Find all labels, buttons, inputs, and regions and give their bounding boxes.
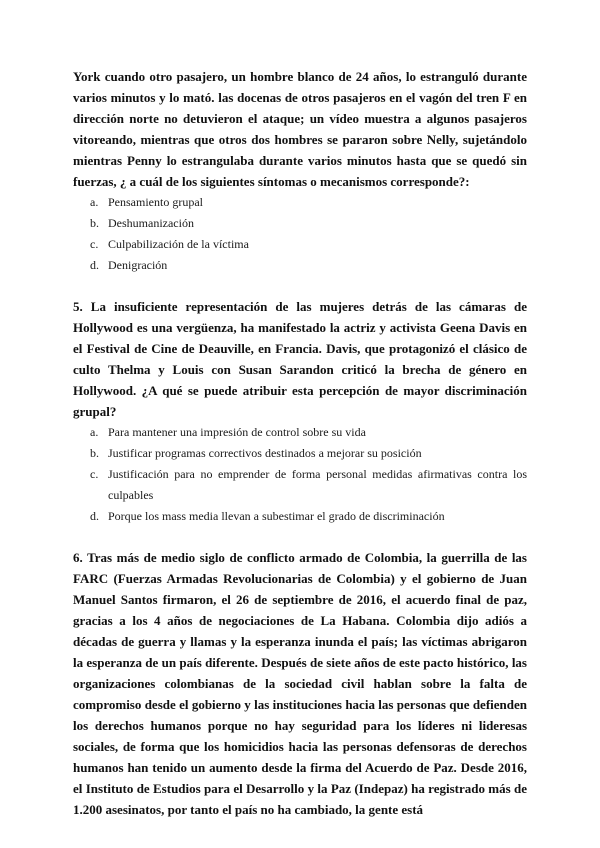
- option-letter: b.: [90, 446, 99, 460]
- option-letter: a.: [90, 425, 99, 439]
- option-item: [73, 464, 527, 506]
- option-text: Justificar programas correctivos destinados a mejorar su posición: [108, 446, 422, 460]
- option-letter: c.: [90, 237, 99, 251]
- option-item: [73, 234, 527, 255]
- option-text: Para mantener una impresión de control sobre su vida: [108, 425, 366, 439]
- spacer: [73, 527, 527, 547]
- option-item: [73, 443, 527, 464]
- option-text: Deshumanización: [108, 216, 194, 230]
- option-letter: a.: [90, 195, 99, 209]
- option-item: [73, 506, 527, 527]
- option-text: Pensamiento grupal: [108, 195, 203, 209]
- option-text: Denigración: [108, 258, 168, 272]
- option-text: Porque los mass media llevan a subestimar el grado de discriminación: [108, 509, 445, 523]
- option-letter: d.: [90, 509, 99, 523]
- option-item: [73, 255, 527, 276]
- spacer: [73, 276, 527, 296]
- page-content: [73, 66, 527, 820]
- question-5: 5. La insuficiente representación de las mujeres detrás de las cámaras de Hollywood es una vergüenza, ha manifestado la actriz y activista Geena Davis en el Festival de Cine de Deauville, en Francia. Davis, que protagonizó el clásico de culto Thelma y Louis con Susan Sarandon criticó la brecha de género en Hollywood. ¿A qué se puede atribuir esta percepción de mayor discriminación grupal?: [73, 299, 527, 419]
- option-item: [73, 213, 527, 234]
- question-6: 6. Tras más de medio siglo de conflicto armado de Colombia, la guerrilla de las FARC (Fuerzas Armadas Revolucionarias de Colombia) y el gobierno de Juan Manuel Santos firmaron, el 26 de septiembre de 2016, el acuerdo final de paz, gracias a los 4 años de negociaciones de La Habana. Colombia dijo adiós a décadas de guerra y llamas y la esperanza inunda el país; las víctimas abrigaron la esperanza de un país diferente. Después de siete años de este pacto histórico, las organizaciones colombianas de la sociedad civil hablan sobre la falta de compromiso desde el gobierno y las instituciones hacia las personas que defienden los derechos humanos porque no hay seguridad para los líderes ni lideresas sociales, de forma que los homicidios hacia las personas defensoras de derechos humanos han tenido un aumento desde la firma del Acuerdo de Paz. Desde 2016, el Instituto de Estudios para el Desarrollo y la Paz (Indepaz) ha registrado más de 1.200 asesinatos, por tanto el país no ha cambiado, la gente está: [73, 550, 527, 817]
- option-text: Justificación para no emprender de forma personal medidas afirmativas contra los culpables: [108, 467, 527, 502]
- question-4-options: [73, 192, 527, 276]
- option-item: [73, 192, 527, 213]
- option-letter: d.: [90, 258, 99, 272]
- option-text: Culpabilización de la víctima: [108, 237, 249, 251]
- question-4-continuation: York cuando otro pasajero, un hombre blanco de 24 años, lo estranguló durante varios minutos y lo mató. las docenas de otros pasajeros en el vagón del tren F en dirección norte no detuvieron el ataque; un vídeo muestra a algunos pasajeros vitoreando, mientras que otros dos hombres se pararon sobre Nelly, sujetándolo mientras Penny lo estrangulaba durante varios minutos hasta que se quedó sin fuerzas, ¿ a cuál de los siguientes síntomas o mecanismos corresponde?:: [73, 69, 527, 189]
- option-letter: b.: [90, 216, 99, 230]
- option-item: [73, 422, 527, 443]
- question-5-options: [73, 422, 527, 527]
- option-letter: c.: [90, 467, 99, 481]
